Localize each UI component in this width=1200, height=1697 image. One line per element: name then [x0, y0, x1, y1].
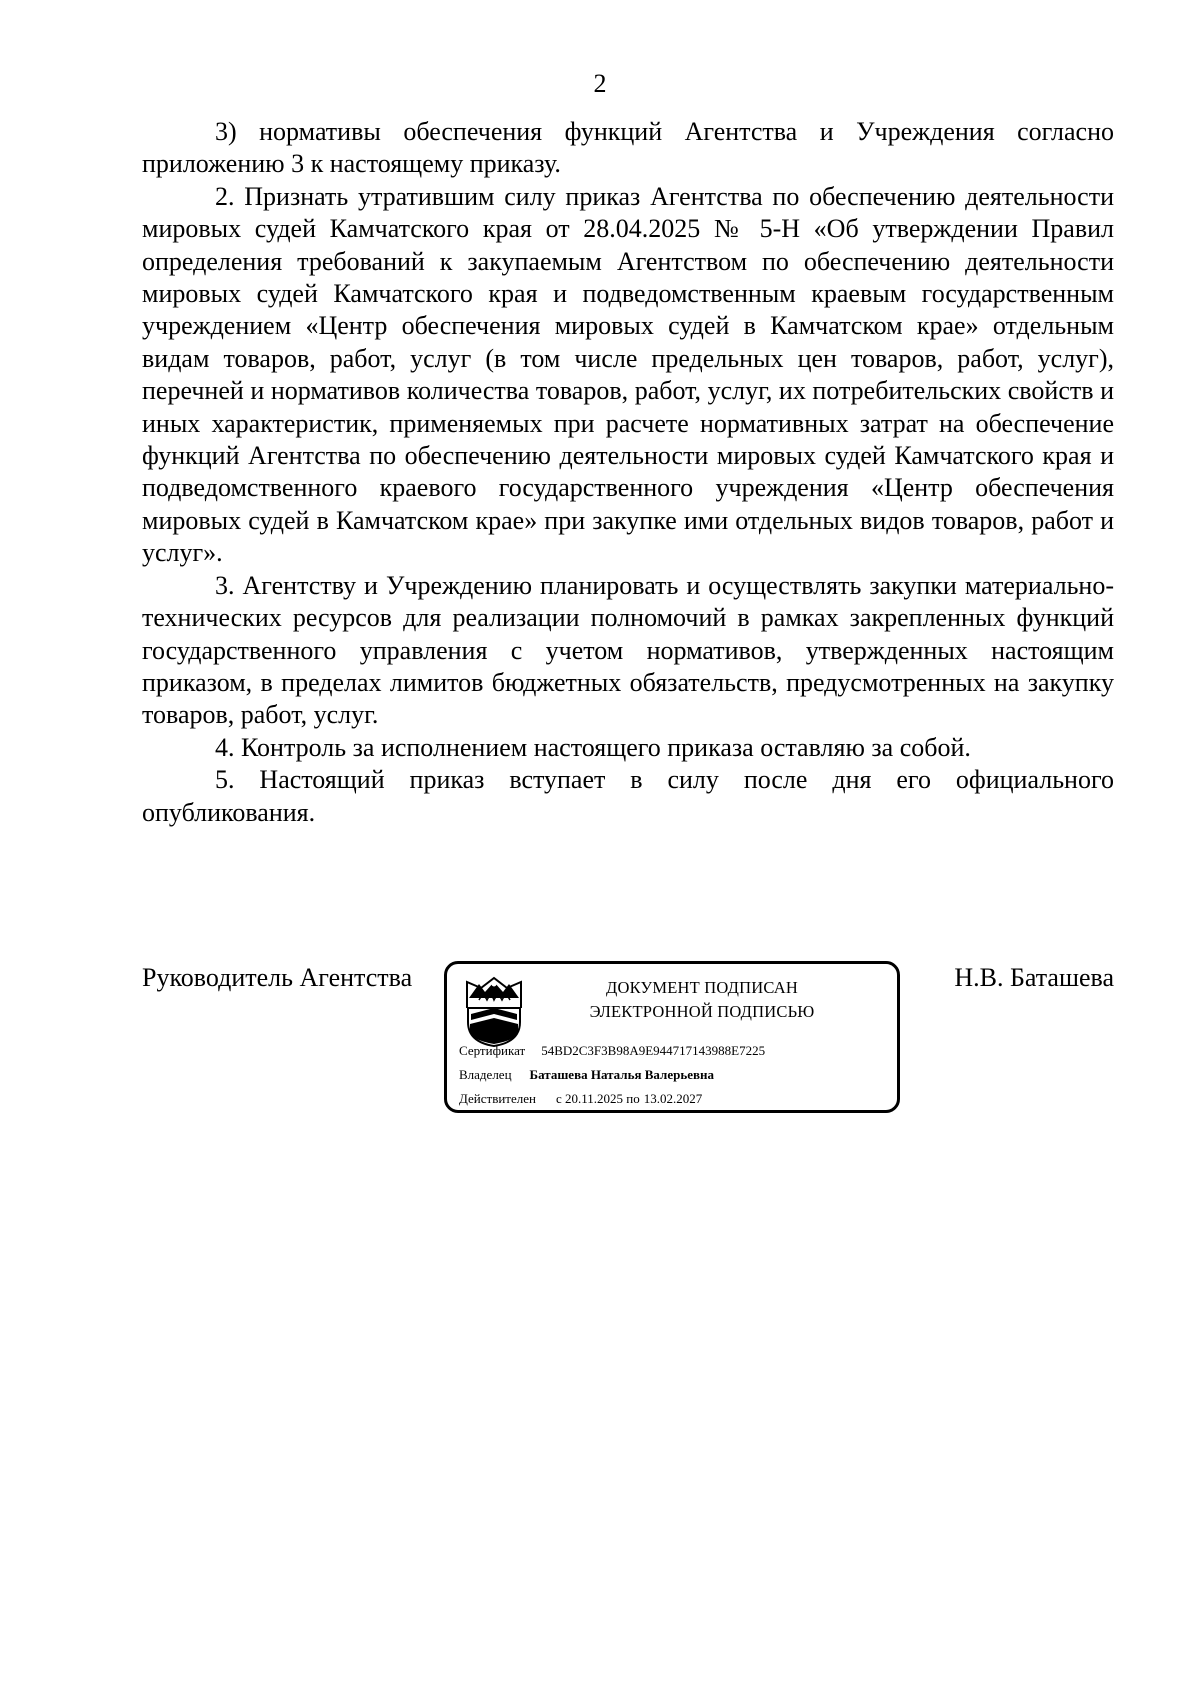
- owner-label: Владелец: [459, 1067, 512, 1082]
- signer-position: Руководитель Агентства: [142, 963, 413, 992]
- stamp-certificate-row: [459, 1042, 765, 1060]
- stamp-owner-row: [459, 1066, 714, 1084]
- stamp-title-line1: ДОКУМЕНТ ПОДПИСАН: [606, 978, 798, 997]
- paragraph-clause-5: 5. Настоящий приказ вступает в силу после дня его официального опубликования.: [142, 765, 1114, 827]
- owner-value: Баташева Наталья Валерьевна: [529, 1067, 714, 1082]
- certificate-value: 54BD2C3F3B98A9E944717143988E7225: [541, 1043, 766, 1058]
- stamp-title-line2: ЭЛЕКТРОННОЙ ПОДПИСЬЮ: [589, 1002, 815, 1021]
- paragraph-clause-4: 4. Контроль за исполнением настоящего приказа оставляю за собой.: [215, 732, 971, 762]
- electronic-signature-stamp: [444, 961, 900, 1113]
- paragraph-clause-3: 3. Агентству и Учреждению планировать и осуществлять закупки материально-технических ресурсов для реализации полномочий в рамках закрепленных функций государственного управления с учетом нормативов, утвержденных настоящим приказом, в пределах лимитов бюджетных обязательств, предусмотренных на закупку товаров, работ, услуг.: [142, 570, 1114, 730]
- validity-label: Действителен: [459, 1091, 536, 1106]
- paragraph-item-3: 3) нормативы обеспечения функций Агентства и Учреждения согласно приложению 3 к настоящему приказу.: [142, 117, 1114, 179]
- validity-from: с 20.11.2025 по: [555, 1091, 640, 1106]
- validity-to: 13.02.2027: [643, 1091, 703, 1106]
- page-number: 2: [593, 69, 607, 98]
- stamp-title: [537, 976, 867, 1024]
- certificate-label: Сертификат: [459, 1043, 526, 1058]
- stamp-validity-row: [459, 1090, 702, 1108]
- signer-name: Н.В. Баташева: [954, 963, 1114, 992]
- kamchatka-coat-of-arms-icon: [463, 974, 525, 1048]
- document-body: [142, 116, 1114, 829]
- paragraph-clause-2: 2. Признать утратившим силу приказ Агентства по обеспечению деятельности мировых судей Камчатского края от 28.04.2025 № 5-Н «Об утверждении Правил определения требований к закупаемым Агентством по обеспечению деятельности мировых судей Камчатского края и подведомственным краевым государственным учреждением «Центр обеспечения мировых судей в Камчатском крае» отдельным видам товаров, работ, услуг (в том числе предельных цен товаров, работ, услуг), перечней и нормативов количества товаров, работ, услуг, их потребительских свойств и иных характеристик, применяемых при расчете нормативных затрат на обеспечение функций Агентства по обеспечению деятельности мировых судей Камчатского края и подведомственного краевого государственного учреждения «Центр обеспечения мировых судей в Камчатском крае» при закупке ими отдельных видов товаров, работ и услуг».: [142, 181, 1114, 568]
